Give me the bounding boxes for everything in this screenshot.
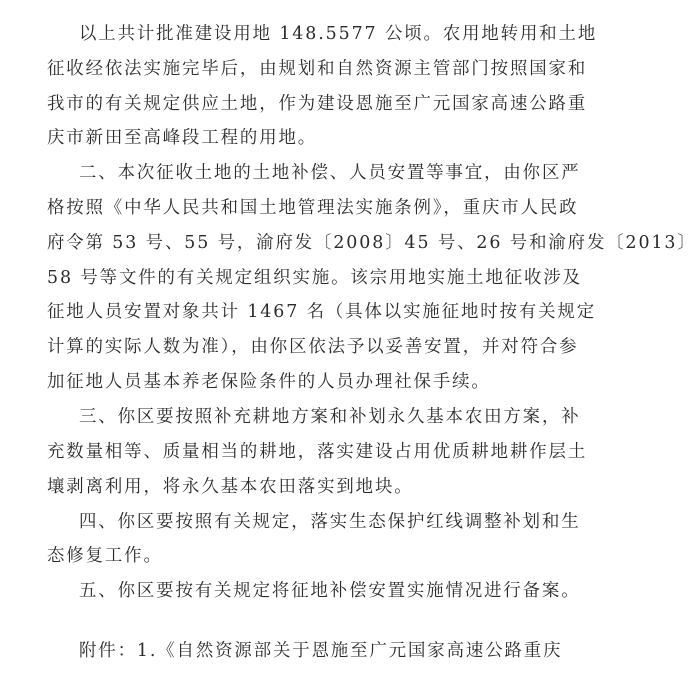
- paragraph-4-line-2: 态修复工作。: [47, 546, 163, 566]
- paragraph-2-line-5: 征地人员安置对象共计 1467 名（具体以实施征地时按有关规定: [47, 302, 596, 322]
- paragraph-3-line-3: 壤剥离利用，将永久基本农田落实到地块。: [47, 477, 414, 497]
- paragraph-1-line-4: 庆市新田至高峰段工程的用地。: [47, 128, 318, 148]
- paragraph-1-line-2: 征收经依法实施完毕后，由规划和自然资源主管部门按照国家和: [47, 59, 588, 79]
- paragraph-2-line-2: 格按照《中华人民共和国土地管理法实施条例》，重庆市人民政: [47, 198, 579, 218]
- paragraph-2-line-1: 二、本次征收土地的土地补偿、人员安置等事宜，由你区严: [79, 163, 581, 183]
- paragraph-5-line-1: 五、你区要按有关规定将征地补偿安置实施情况进行备案。: [79, 581, 581, 601]
- paragraph-2-line-3: 府令第 53 号、55 号，渝府发〔2008〕45 号、26 号和渝府发〔2013〕: [47, 233, 697, 253]
- paragraph-2-line-7: 加征地人员基本养老保险条件的人员办理社保手续。: [47, 372, 491, 392]
- paragraph-3-line-2: 充数量相等、质量相当的耕地，落实建设占用优质耕地耕作层土: [47, 442, 588, 462]
- attachment-line-1: 附件：1.《自然资源部关于恩施至广元国家高速公路重庆: [79, 641, 563, 661]
- paragraph-3-line-1: 三、你区要按照补充耕地方案和补划永久基本农田方案，补: [79, 407, 581, 427]
- paragraph-2-line-6: 计算的实际人数为准），由你区依法予以妥善安置，并对符合参: [47, 337, 579, 357]
- paragraph-1-line-3: 我市的有关规定供应土地，作为建设恩施至广元国家高速公路重: [47, 94, 588, 114]
- paragraph-1-line-1: 以上共计批准建设用地 148.5577 公顷。农用地转用和土地: [79, 24, 598, 44]
- paragraph-2-line-4: 58 号等文件的有关规定组织实施。该宗用地实施土地征收涉及: [47, 268, 582, 288]
- paragraph-4-line-1: 四、你区要按照有关规定，落实生态保护红线调整补划和生: [79, 512, 581, 532]
